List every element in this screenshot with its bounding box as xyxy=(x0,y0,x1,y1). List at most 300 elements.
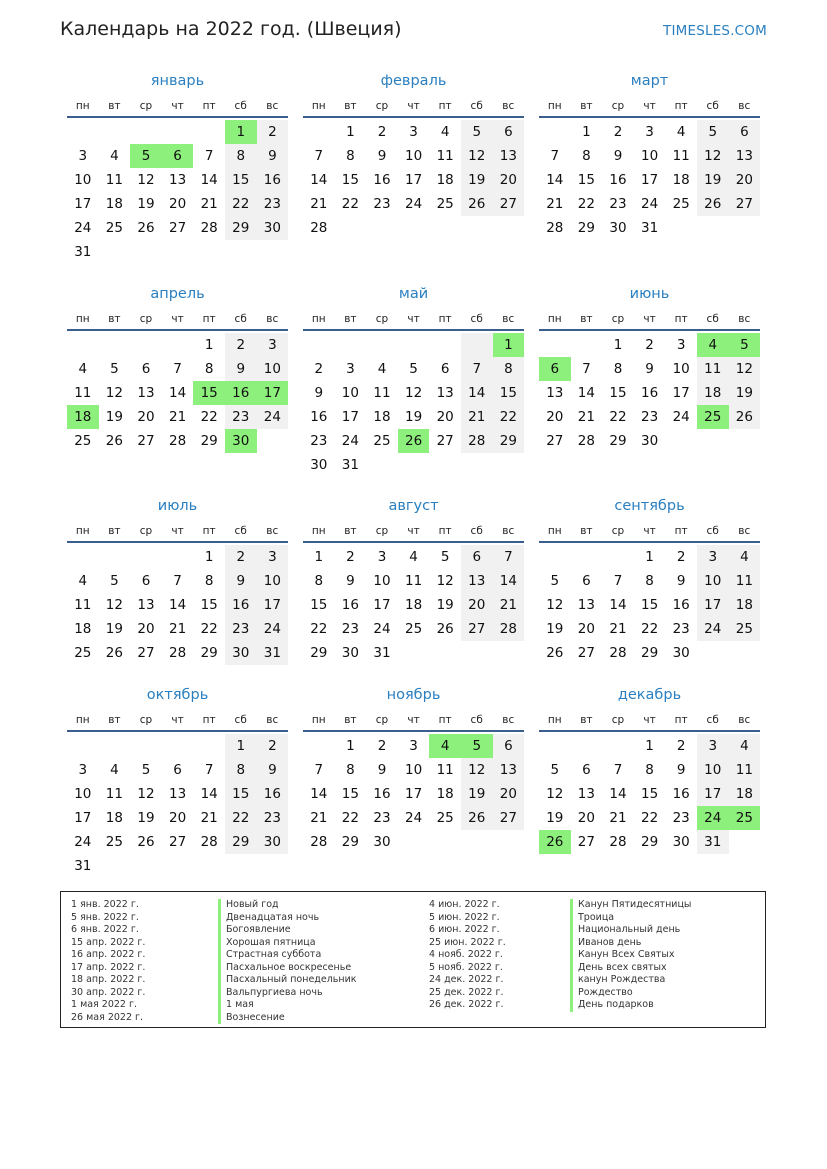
month-9 xyxy=(539,497,760,665)
brand-logo-text[interactable]: TIMESLES.COM xyxy=(663,23,767,39)
day-cell: 20 xyxy=(137,409,155,425)
day-cell: 31 xyxy=(373,645,391,661)
month-name: июнь xyxy=(629,286,670,302)
day-cell: 5 xyxy=(697,120,729,144)
day-cell: 17 xyxy=(74,810,92,826)
weekday-header xyxy=(67,311,288,331)
day-cell: 5 xyxy=(130,144,162,168)
empty-cell xyxy=(461,641,493,665)
day-cell: 28 xyxy=(200,834,218,850)
day-cell: 29 xyxy=(577,220,595,236)
weekday-header xyxy=(303,523,524,543)
day-cell: 7 xyxy=(314,148,324,164)
empty-cell xyxy=(162,333,194,357)
weekday-label: сб xyxy=(470,100,483,112)
day-cell: 12 xyxy=(729,357,761,381)
weekday-label: ср xyxy=(375,525,389,537)
day-cell: 6 xyxy=(141,361,151,377)
day-cell: 19 xyxy=(697,168,729,192)
empty-cell xyxy=(539,120,571,144)
day-cell: 23 xyxy=(310,433,328,449)
day-cell: 21 xyxy=(200,810,218,826)
empty-cell xyxy=(257,429,289,453)
weekday-label: пн xyxy=(75,714,90,726)
day-cell: 21 xyxy=(609,621,627,637)
day-cell: 19 xyxy=(729,381,761,405)
day-cell: 20 xyxy=(168,810,187,826)
day-cell: 11 xyxy=(697,357,729,381)
day-cell: 7 xyxy=(582,361,591,377)
weekday-label: ср xyxy=(139,714,153,726)
weekday-label: пт xyxy=(674,313,688,325)
day-cell: 12 xyxy=(697,144,729,168)
day-cell: 17 xyxy=(672,385,690,401)
day-cell: 29 xyxy=(341,834,359,850)
day-cell: 8 xyxy=(582,148,591,164)
day-cell: 29 xyxy=(493,429,525,453)
legend-holiday-name: Национальный день xyxy=(570,924,691,937)
day-cell: 15 xyxy=(200,597,218,613)
day-cell: 11 xyxy=(373,385,391,401)
empty-cell xyxy=(602,734,634,758)
day-cell: 15 xyxy=(640,786,659,802)
legend-holiday-name: Пасхальный понедельник xyxy=(218,974,357,987)
day-cell: 23 xyxy=(373,810,391,826)
weekday-header xyxy=(303,712,524,732)
day-cell: 9 xyxy=(676,762,686,778)
day-cell: 14 xyxy=(200,172,218,188)
empty-cell xyxy=(665,429,697,453)
day-cell: 13 xyxy=(137,597,155,613)
weekday-label: вт xyxy=(580,100,593,112)
empty-cell xyxy=(225,240,257,264)
day-cell: 13 xyxy=(461,569,493,593)
day-cell: 6 xyxy=(729,120,761,144)
day-cell: 29 xyxy=(640,834,659,850)
day-cell: 6 xyxy=(173,762,182,778)
empty-cell xyxy=(257,240,289,264)
day-cell: 7 xyxy=(550,148,560,164)
weekday-label: вс xyxy=(502,525,515,537)
day-cell: 20 xyxy=(493,782,525,806)
day-cell: 29 xyxy=(225,216,257,240)
day-cell: 22 xyxy=(640,621,659,637)
legend-holiday-name: Пасхальное воскресенье xyxy=(218,962,357,975)
day-cell: 2 xyxy=(257,734,289,758)
day-cell: 30 xyxy=(672,645,690,661)
legend-date: 1 янв. 2022 г. xyxy=(71,899,139,910)
weekday-label: пн xyxy=(547,313,562,325)
weekday-label: вт xyxy=(580,714,593,726)
weekday-label: пт xyxy=(674,525,688,537)
day-cell: 20 xyxy=(436,409,454,425)
day-cell: 12 xyxy=(436,573,454,589)
legend-holiday-name: 1 мая xyxy=(218,999,357,1012)
empty-cell xyxy=(366,453,398,477)
day-cell: 3 xyxy=(645,124,654,140)
day-cell: 4 xyxy=(440,124,450,140)
day-cell: 16 xyxy=(257,782,289,806)
day-cell: 8 xyxy=(346,762,355,778)
weekday-label: ср xyxy=(611,714,625,726)
weekday-label: сб xyxy=(470,714,483,726)
day-cell: 21 xyxy=(168,621,187,637)
day-cell: 6 xyxy=(162,144,194,168)
weekday-label: чт xyxy=(407,100,420,112)
empty-cell xyxy=(99,854,131,878)
day-cell: 16 xyxy=(609,172,627,188)
day-cell: 11 xyxy=(74,385,92,401)
day-cell: 12 xyxy=(461,758,493,782)
day-cell: 17 xyxy=(640,172,659,188)
day-cell: 6 xyxy=(582,573,591,589)
day-cell: 31 xyxy=(640,220,659,236)
weekday-label: чт xyxy=(171,100,184,112)
month-name: февраль xyxy=(380,73,447,89)
weekday-label: вт xyxy=(108,525,121,537)
day-cell: 20 xyxy=(577,621,595,637)
day-cell: 6 xyxy=(141,573,151,589)
day-cell: 3 xyxy=(409,738,418,754)
day-cell: 22 xyxy=(640,810,659,826)
day-cell: 3 xyxy=(346,361,355,377)
day-cell: 7 xyxy=(613,762,623,778)
empty-cell xyxy=(303,734,335,758)
weekday-label: пт xyxy=(202,100,216,112)
day-cell: 3 xyxy=(676,337,686,353)
day-cell: 22 xyxy=(493,405,525,429)
day-cell: 9 xyxy=(613,148,623,164)
day-cell: 14 xyxy=(168,385,187,401)
day-cell: 11 xyxy=(729,758,761,782)
empty-cell xyxy=(162,240,194,264)
day-cell: 5 xyxy=(409,361,418,377)
day-cell: 1 xyxy=(582,124,591,140)
day-cell: 27 xyxy=(493,806,525,830)
empty-cell xyxy=(193,734,225,758)
empty-cell xyxy=(398,216,430,240)
weekday-label: сб xyxy=(234,714,247,726)
day-cell: 23 xyxy=(672,621,690,637)
day-grid xyxy=(539,734,760,854)
day-cell: 21 xyxy=(200,196,218,212)
day-cell: 15 xyxy=(310,597,328,613)
weekday-label: вс xyxy=(738,714,751,726)
month-name: ноябрь xyxy=(386,687,441,703)
day-cell: 18 xyxy=(105,196,123,212)
weekday-label: чт xyxy=(643,714,656,726)
day-cell: 25 xyxy=(74,645,92,661)
day-cell: 11 xyxy=(729,569,761,593)
day-cell: 24 xyxy=(672,409,690,425)
day-cell: 24 xyxy=(373,621,391,637)
day-cell: 1 xyxy=(645,549,654,565)
day-cell: 16 xyxy=(672,597,690,613)
day-cell: 6 xyxy=(539,357,571,381)
day-cell: 24 xyxy=(404,196,423,212)
day-cell: 22 xyxy=(200,621,218,637)
day-cell: 11 xyxy=(105,172,123,188)
day-cell: 27 xyxy=(729,192,761,216)
day-cell: 14 xyxy=(546,172,564,188)
day-cell: 15 xyxy=(225,782,257,806)
weekday-header xyxy=(303,98,524,118)
weekday-label: вс xyxy=(266,714,279,726)
day-grid xyxy=(67,545,288,665)
empty-cell xyxy=(398,641,430,665)
day-cell: 29 xyxy=(225,830,257,854)
empty-cell xyxy=(130,734,162,758)
day-cell: 27 xyxy=(546,433,564,449)
legend-date: 4 июн. 2022 г. xyxy=(429,899,500,910)
day-cell: 7 xyxy=(613,573,623,589)
day-cell: 4 xyxy=(78,573,88,589)
day-grid xyxy=(67,120,288,264)
day-cell: 9 xyxy=(676,573,686,589)
day-cell: 8 xyxy=(613,361,623,377)
day-cell: 23 xyxy=(672,810,690,826)
weekday-header xyxy=(539,98,760,118)
weekday-label: чт xyxy=(171,714,184,726)
legend-dates-left xyxy=(71,899,145,1024)
month-1 xyxy=(67,72,288,264)
day-cell: 30 xyxy=(341,645,359,661)
weekday-label: пт xyxy=(202,525,216,537)
day-cell: 30 xyxy=(225,641,257,665)
empty-cell xyxy=(335,333,367,357)
day-cell: 28 xyxy=(168,645,187,661)
day-cell: 21 xyxy=(577,409,595,425)
day-cell: 20 xyxy=(137,621,155,637)
day-cell: 3 xyxy=(78,762,88,778)
day-cell: 17 xyxy=(404,786,423,802)
weekday-label: чт xyxy=(643,525,656,537)
empty-cell xyxy=(461,453,493,477)
legend-date: 30 апр. 2022 г. xyxy=(71,986,146,998)
day-cell: 12 xyxy=(404,385,423,401)
weekday-label: сб xyxy=(234,100,247,112)
day-cell: 5 xyxy=(461,120,493,144)
month-4 xyxy=(67,285,288,453)
weekday-label: вт xyxy=(108,714,121,726)
day-cell: 2 xyxy=(613,124,623,140)
day-cell: 27 xyxy=(461,617,493,641)
day-cell: 30 xyxy=(257,830,289,854)
legend-holiday-name: Рождество xyxy=(570,987,691,1000)
weekday-header xyxy=(539,311,760,331)
weekday-header xyxy=(67,98,288,118)
day-cell: 19 xyxy=(436,597,454,613)
empty-cell xyxy=(99,734,131,758)
weekday-label: пт xyxy=(438,100,452,112)
day-cell: 11 xyxy=(404,573,423,589)
day-cell: 6 xyxy=(582,762,591,778)
day-cell: 24 xyxy=(74,834,92,850)
day-cell: 29 xyxy=(200,645,218,661)
day-cell: 28 xyxy=(200,220,218,236)
day-cell: 2 xyxy=(676,738,686,754)
weekday-label: вт xyxy=(344,100,357,112)
day-cell: 19 xyxy=(546,621,564,637)
weekday-label: вс xyxy=(502,313,515,325)
day-cell: 22 xyxy=(225,806,257,830)
day-cell: 6 xyxy=(493,734,525,758)
weekday-label: ср xyxy=(375,714,389,726)
day-cell: 21 xyxy=(493,593,525,617)
legend-date: 25 июн. 2022 г. xyxy=(429,936,506,948)
weekday-label: пн xyxy=(547,100,562,112)
weekday-label: сб xyxy=(234,525,247,537)
weekday-label: ср xyxy=(139,313,153,325)
day-cell: 15 xyxy=(193,381,225,405)
legend-holiday-name: Двенадцатая ночь xyxy=(218,912,357,925)
day-cell: 20 xyxy=(168,196,187,212)
weekday-label: пн xyxy=(75,100,90,112)
empty-cell xyxy=(461,830,493,854)
day-grid xyxy=(67,333,288,453)
day-cell: 28 xyxy=(310,834,328,850)
legend-holiday-name: Вальпургиева ночь xyxy=(218,987,357,1000)
legend-date: 26 мая 2022 г. xyxy=(71,1011,144,1023)
weekday-label: пт xyxy=(438,714,452,726)
day-cell: 24 xyxy=(74,220,92,236)
day-cell: 12 xyxy=(105,597,123,613)
weekday-label: вс xyxy=(266,100,279,112)
day-cell: 30 xyxy=(257,216,289,240)
day-cell: 31 xyxy=(257,641,289,665)
day-cell: 14 xyxy=(310,172,328,188)
day-cell: 4 xyxy=(110,762,119,778)
weekday-label: чт xyxy=(407,313,420,325)
day-cell: 23 xyxy=(341,621,359,637)
day-cell: 17 xyxy=(697,782,729,806)
day-cell: 1 xyxy=(225,734,257,758)
day-cell: 10 xyxy=(697,758,729,782)
day-cell: 24 xyxy=(341,433,359,449)
weekday-label: чт xyxy=(407,525,420,537)
day-cell: 10 xyxy=(404,148,423,164)
day-cell: 22 xyxy=(577,196,595,212)
day-cell: 13 xyxy=(493,144,525,168)
day-cell: 26 xyxy=(461,806,493,830)
day-cell: 13 xyxy=(168,172,187,188)
day-cell: 25 xyxy=(404,621,423,637)
weekday-label: пн xyxy=(311,525,326,537)
day-cell: 25 xyxy=(105,220,123,236)
day-cell: 18 xyxy=(697,381,729,405)
empty-cell xyxy=(335,216,367,240)
day-cell: 29 xyxy=(200,433,218,449)
empty-cell xyxy=(303,333,335,357)
empty-cell xyxy=(697,429,729,453)
day-cell: 24 xyxy=(697,617,729,641)
day-cell: 21 xyxy=(310,196,328,212)
day-cell: 27 xyxy=(577,834,595,850)
day-cell: 29 xyxy=(310,645,328,661)
month-name: март xyxy=(630,73,669,89)
weekday-label: пт xyxy=(674,714,688,726)
day-cell: 13 xyxy=(493,758,525,782)
day-cell: 4 xyxy=(429,734,461,758)
day-cell: 6 xyxy=(440,361,450,377)
weekday-label: чт xyxy=(407,714,420,726)
day-cell: 13 xyxy=(577,786,595,802)
legend-holiday-name: День подарков xyxy=(570,999,691,1012)
weekday-label: пт xyxy=(438,313,452,325)
day-cell: 23 xyxy=(257,806,289,830)
day-cell: 12 xyxy=(105,385,123,401)
legend-holiday-name: Канун Всех Святых xyxy=(570,949,691,962)
day-cell: 29 xyxy=(609,433,627,449)
day-cell: 15 xyxy=(577,172,595,188)
day-cell: 12 xyxy=(137,172,155,188)
day-cell: 18 xyxy=(436,786,454,802)
day-cell: 20 xyxy=(729,168,761,192)
empty-cell xyxy=(729,216,761,240)
weekday-label: пт xyxy=(438,525,452,537)
day-cell: 20 xyxy=(577,810,595,826)
day-cell: 18 xyxy=(105,810,123,826)
day-cell: 16 xyxy=(640,385,659,401)
day-cell: 24 xyxy=(697,806,729,830)
day-cell: 28 xyxy=(310,220,328,236)
day-cell: 16 xyxy=(310,409,328,425)
day-cell: 22 xyxy=(225,192,257,216)
legend-holiday-name: Страстная суббота xyxy=(218,949,357,962)
day-cell: 24 xyxy=(404,810,423,826)
weekday-label: вт xyxy=(344,525,357,537)
day-cell: 1 xyxy=(204,549,214,565)
day-cell: 3 xyxy=(697,734,729,758)
day-cell: 2 xyxy=(377,738,387,754)
day-cell: 4 xyxy=(78,361,88,377)
legend-date: 24 дек. 2022 г. xyxy=(429,974,504,985)
day-cell: 4 xyxy=(729,734,761,758)
day-cell: 23 xyxy=(225,405,257,429)
weekday-label: ср xyxy=(375,100,389,112)
day-cell: 27 xyxy=(577,645,595,661)
day-cell: 21 xyxy=(546,196,564,212)
day-cell: 13 xyxy=(577,597,595,613)
month-8 xyxy=(303,497,524,665)
weekday-label: пт xyxy=(202,714,216,726)
weekday-label: чт xyxy=(643,313,656,325)
legend-date: 5 июн. 2022 г. xyxy=(429,911,500,923)
day-grid xyxy=(539,120,760,240)
legend-date: 18 апр. 2022 г. xyxy=(71,974,146,985)
empty-cell xyxy=(193,240,225,264)
day-cell: 31 xyxy=(697,830,729,854)
legend-holiday-name: Вознесение xyxy=(218,1012,357,1025)
day-cell: 5 xyxy=(461,734,493,758)
empty-cell xyxy=(130,854,162,878)
day-cell: 24 xyxy=(640,196,659,212)
day-grid xyxy=(539,333,760,453)
day-cell: 2 xyxy=(314,361,324,377)
empty-cell xyxy=(429,453,461,477)
day-cell: 4 xyxy=(377,361,387,377)
day-cell: 15 xyxy=(493,381,525,405)
weekday-label: сб xyxy=(706,313,719,325)
day-cell: 26 xyxy=(436,621,454,637)
day-cell: 23 xyxy=(225,617,257,641)
day-cell: 26 xyxy=(137,834,155,850)
day-cell: 24 xyxy=(257,405,289,429)
weekday-label: вс xyxy=(738,100,751,112)
day-cell: 21 xyxy=(310,810,328,826)
day-cell: 26 xyxy=(105,433,123,449)
day-cell: 17 xyxy=(373,597,391,613)
